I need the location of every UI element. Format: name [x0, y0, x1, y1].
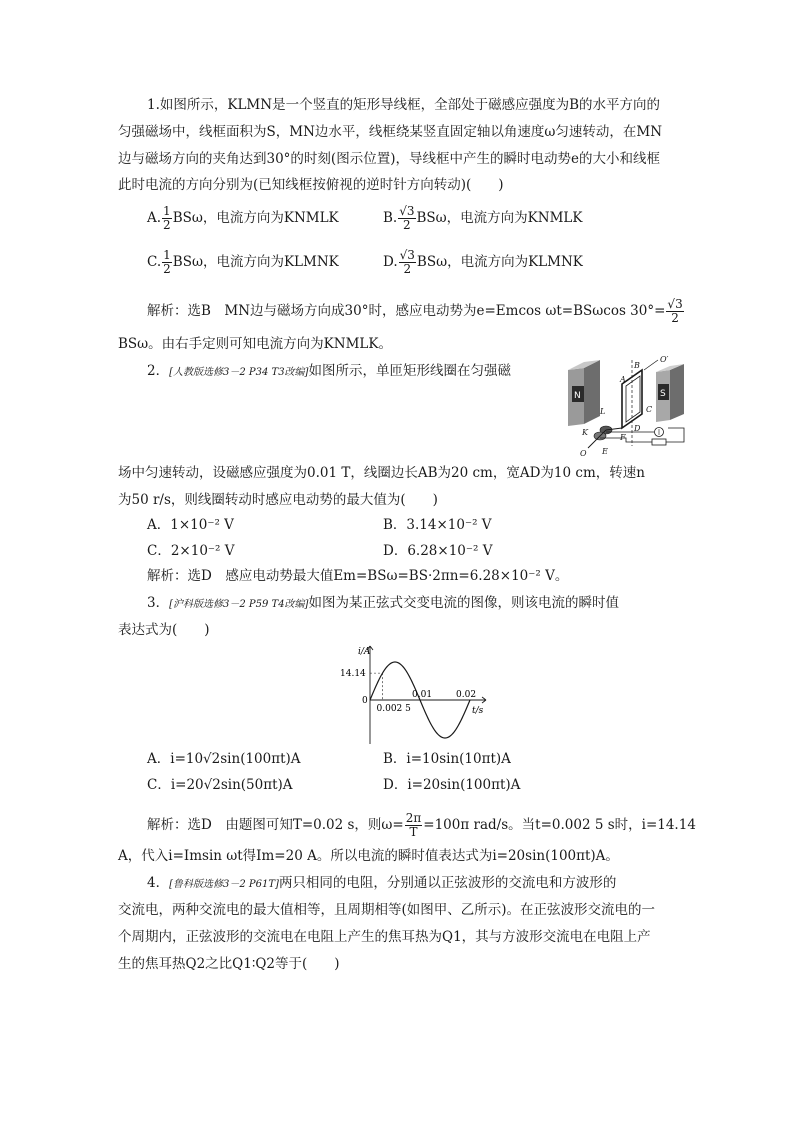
- q2-analysis: 解析：选D 感应电动势最大值Em=BSω=BS·2πn=6.28×10⁻² V。: [147, 568, 569, 584]
- q3-analysis-line2: A，代入i=Imsin ωt得Im=20 A。所以电流的瞬时值表达式为i=20sin(100πt)A。: [118, 848, 619, 864]
- magnet-n: [568, 360, 600, 426]
- q1-option-b: B. $\frac{√3}{2}$ BSω，电流方向为KNMLK: [383, 204, 583, 232]
- q4-source-tag: [鲁科版选修3－2 P61T]: [169, 879, 279, 890]
- q2-source-tag: [人教版选修3－2 P34 T3改编]: [169, 367, 309, 378]
- q2-option-c: C．2×10⁻² V: [147, 543, 235, 559]
- x-tick-label-0: 0.002 5: [376, 704, 411, 714]
- q3-option-b: B．i=10sin(10πt)A: [383, 751, 511, 767]
- q1-line4: 此时电流的方向分别为(已知线框按俯视的逆时针方向转动)( ): [118, 177, 504, 193]
- y-axis-arrow-right: [370, 646, 373, 650]
- q1-line2: 匀强磁场中，线框面积为S，MN边水平，线框绕某竖直固定轴以角速度ω匀速转动，在MN: [118, 124, 663, 140]
- fig-label-n: N: [574, 391, 581, 401]
- fig-label-f: F: [620, 433, 626, 442]
- q3-source-tag: [沪科版选修3－2 P59 T4改编]: [169, 599, 309, 610]
- x-tick-label-1: 0.01: [412, 690, 433, 700]
- q1-option-c: C. $\frac{1}{2}$ BSω，电流方向为KLMNK: [147, 248, 339, 276]
- fig-label-a: A: [620, 375, 626, 384]
- q3-option-c: C．i=20√2sin(50πt)A: [147, 777, 293, 793]
- q2-option-d: D．6.28×10⁻² V: [383, 543, 493, 559]
- y-axis-label: i/A: [358, 647, 371, 657]
- q3-option-d: D．i=20sin(100πt)A: [383, 777, 521, 793]
- q3-option-a: A．i=10√2sin(100πt)A: [147, 751, 301, 767]
- x-axis-arrow-bottom: [482, 700, 486, 703]
- fig-label-l: L: [600, 407, 606, 416]
- x-axis-arrow-top: [482, 697, 486, 700]
- q1-analysis-line1: 解析：选B MN边与磁场方向成30°时，感应电动势为e=Emcos ωt=BSωcos 30°= $\frac{√3}{2}$: [147, 297, 683, 325]
- fig-label-b: B: [634, 361, 640, 370]
- q2-line3: 为50 r/s，则线圈转动时感应电动势的最大值为( ): [118, 492, 438, 508]
- y-tick-label: 14.14: [340, 669, 366, 680]
- q1-analysis-line2: BSω。由右手定则可知电流方向为KNMLK。: [118, 336, 392, 352]
- fig-label-s: S: [660, 389, 666, 399]
- q4-line3: 个周期内，正弦波形的交流电在电阻上产生的焦耳热为Q1，其与方波形交流电在电阻上产: [118, 929, 651, 945]
- q1-option-d: D. $\frac{√3}{2}$ BSω，电流方向为KLMNK: [383, 248, 583, 276]
- fig-label-o-prime: O′: [660, 356, 669, 364]
- fig-label-e: E: [602, 447, 608, 456]
- q2-generator-figure: [566, 356, 690, 460]
- q1-line3: 边与磁场方向的夹角达到30°的时刻(图示位置)，导线框中产生的瞬时电动势e的大小和线框: [118, 151, 660, 167]
- q4-line2: 交流电，两种交流电的最大值相等，且周期相等(如图甲、乙所示)。在正弦波形交流电的一: [118, 902, 656, 918]
- x-tick-label-2: 0.02: [456, 690, 477, 700]
- fig-label-o: O: [580, 449, 587, 458]
- origin-label: 0: [362, 696, 368, 706]
- fig-label-d: D: [634, 424, 641, 433]
- q4-line1: 4．[鲁科版选修3－2 P61T]两只相同的电阻，分别通以正弦波形的交流电和方波形的: [147, 875, 617, 891]
- magnet-s: [656, 364, 684, 422]
- q3-analysis-line1: 解析：选D 由题图可知T=0.02 s，则ω= $\frac{2\pi}{T}$ =100π rad/s。当t=0.002 5 s时，i=14.14: [147, 811, 696, 839]
- q2-line2: 场中匀速转动，设磁感应强度为0.01 T，线圈边长AB为20 cm，宽AD为10 cm，转速n: [118, 465, 645, 481]
- q3-line1: 3．[沪科版选修3－2 P59 T4改编]如图为某正弦式交变电流的图像，则该电流的瞬时值: [147, 595, 619, 611]
- q3-line2: 表达式为( ): [118, 622, 210, 638]
- q3-sine-chart: [330, 640, 490, 746]
- q1-option-a: A. $\frac{1}{2}$ BSω，电流方向为KNMLK: [147, 204, 339, 232]
- q2-option-b: B．3.14×10⁻² V: [383, 517, 492, 533]
- fig-label-k: K: [582, 428, 588, 437]
- fig-label-c: C: [646, 405, 653, 414]
- q2-option-a: A．1×10⁻² V: [147, 517, 234, 533]
- q4-line4: 生的焦耳热Q2之比Q1∶Q2等于( ): [118, 956, 340, 972]
- x-axis-label: t/s: [472, 706, 484, 716]
- q1-line1: 1.如图所示，KLMN是一个竖直的矩形导线框，全部处于磁感应强度为B的水平方向的: [147, 97, 660, 113]
- q2-line1: 2．[人教版选修3－2 P34 T3改编]如图所示，单匝矩形线圈在匀强磁: [147, 363, 511, 379]
